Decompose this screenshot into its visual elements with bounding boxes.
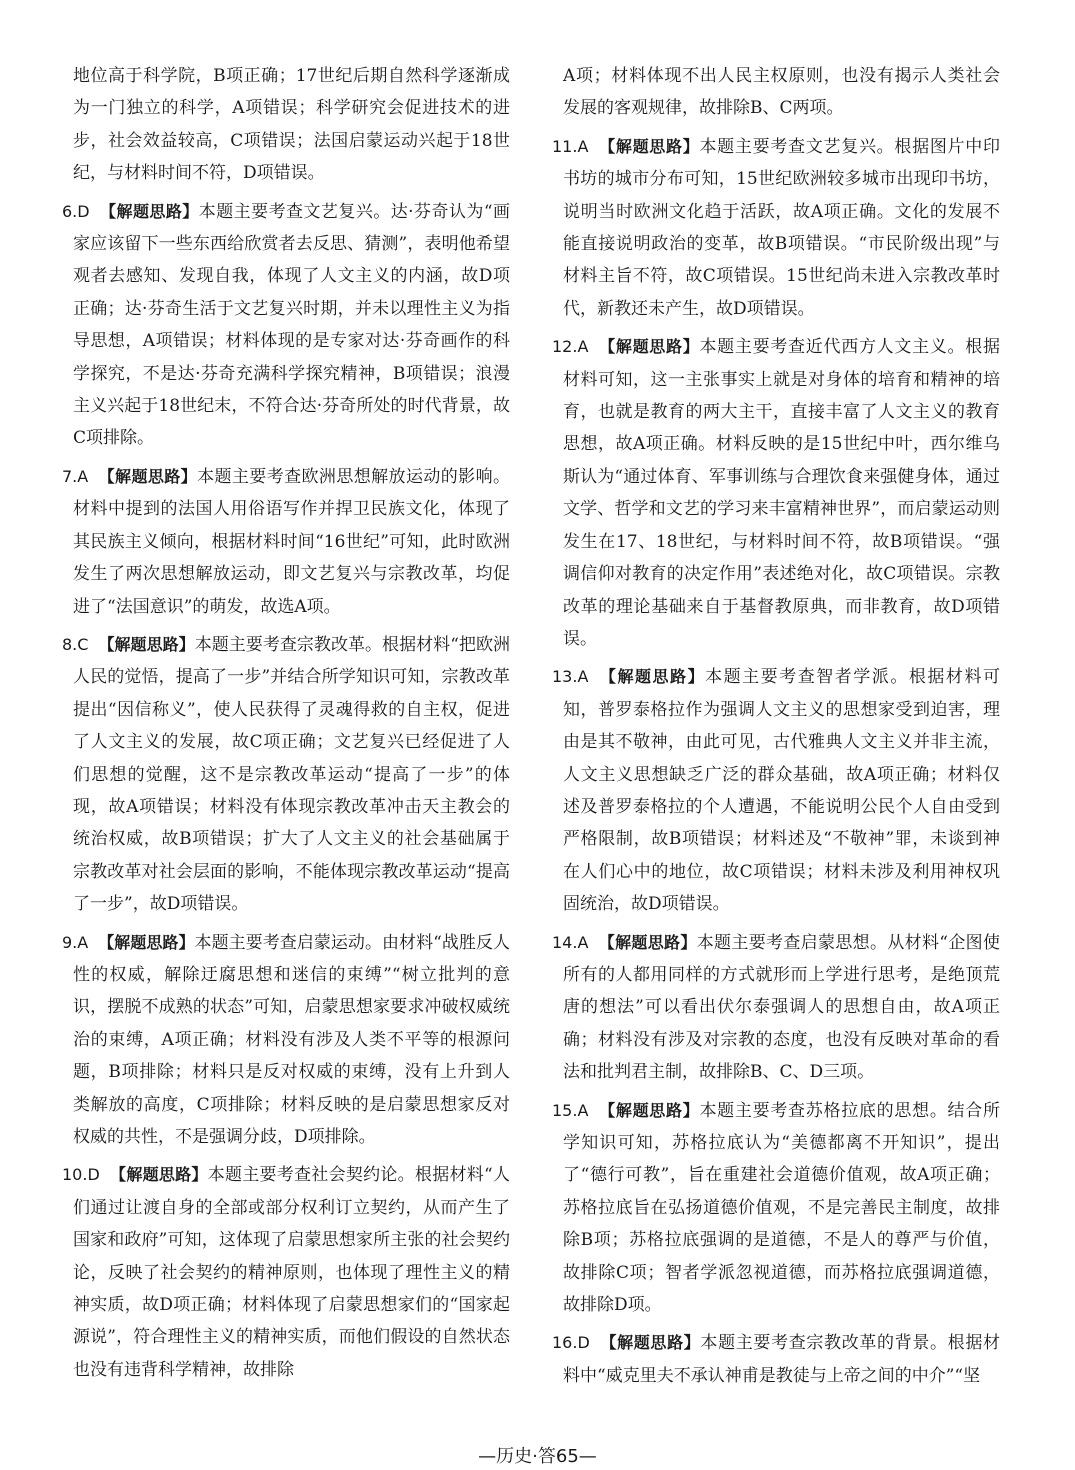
answer-item: [552, 927, 1000, 1089]
solution-tag: 【解题思路】: [598, 136, 700, 156]
answer-item: [552, 661, 1000, 920]
explanation-text: 本题主要考查智者学派。根据材料可知，普罗泰格拉作为强调人文主义的思想家受到迫害，理由是其不敬神，由此可见，古代雅典人文主义并非主流，人文主义思想缺乏广泛的群众基础，故A项正确；材料仅述及普罗泰格拉的个人遭遇，不能说明公民个人自由受到严格限制，故B项错误；材料述及“不敬神”罪，未谈到神在人们心中的地位，故C项错误；材料未涉及利用神权巩固统治，故D项错误。: [563, 667, 1000, 915]
answer-item: [552, 331, 1000, 655]
answer-choice: C: [77, 634, 89, 654]
explanation-text: 本题主要考查文艺复兴。达·芬奇认为“画家应该留下一些东西给欣赏者去反思、猜测”，表明他希望观者去感知、发现自我，体现了人文主义的内涵，故D项正确；达·芬奇生活于文艺复兴时期，并未以理性主义为指导思想，A项错误；材料体现的是专家对达·芬奇画作的科学探究，不是达·芬奇充满科学探究精神，B项错误；浪漫主义兴起于18世纪末，不符合达·芬奇所处的时代背景，故C项排除。: [73, 201, 510, 449]
solution-tag: 【解题思路】: [598, 337, 700, 357]
solution-tag: 【解题思路】: [98, 634, 195, 654]
page-footer: —历史·答65—: [478, 1446, 597, 1467]
answer-number: 7.: [62, 466, 78, 486]
explanation-text: 本题主要考查宗教改革。根据材料“把欧洲人民的觉悟，提高了一步”并结合所学知识可知，宗教改革提出“因信称义”，使人民获得了灵魂得救的自主权，促进了人文主义的发展，故C项正确；文艺复兴已经促进了人们思想的觉醒，这不是宗教改革运动“提高了一步”的体现，故A项错误；材料没有体现宗教改革冲击天主教会的统治权威，故B项错误；扩大了人文主义的社会基础属于宗教改革对社会层面的影响，不能体现宗教改革运动“提高了一步”，故D项错误。: [73, 634, 510, 915]
left-answer-list: [62, 196, 510, 1387]
answer-choice: A: [77, 466, 89, 486]
solution-tag: 【解题思路】: [598, 667, 706, 687]
right-answer-list: [552, 131, 1000, 1392]
explanation-text: 本题主要考查苏格拉底的思想。结合所学知识可知，苏格拉底认为“美德都离不开知识”，提出了“德行可教”，旨在重建社会道德价值观，故A项正确；苏格拉底旨在弘扬道德价值观，不是完善民主制度，故排除B项；苏格拉底强调的是道德，不是人的尊严与价值，故排除C项；智者学派忽视道德，而苏格拉底强调道德，故排除D项。: [563, 1100, 1000, 1316]
answer-choice: D: [577, 1333, 590, 1353]
solution-tag: 【解题思路】: [598, 1100, 700, 1120]
answer-number: 14.: [552, 932, 578, 952]
explanation-text: 本题主要考查近代西方人文主义。根据材料可知，这一主张事实上就是对身体的培育和精神的培育，也就是教育的两大主干，直接丰富了人文主义的教育思想，故A项正确。材料反映的是15世纪中叶，西尔维乌斯认为“通过体育、军事训练与合理饮食来强健身体，通过文学、哲学和文艺的学习来丰富精神世界”，而启蒙运动则发生在17、18世纪，与材料时间不符，故B项错误。“强调信仰对教育的决定作用”表述绝对化，故C项错误。宗教改革的理论基础来自于基督教原典，而非教育，故D项错误。: [563, 337, 1000, 649]
explanation-text: 本题主要考查启蒙思想。从材料“企图使所有的人都用同样的方式就形而上学进行思考，是绝顶荒唐的想法”可以看出伏尔泰强调人的思想自由，故A项正确；材料没有涉及对宗教的态度，也没有反映对革命的看法和批判君主制，故排除B、C、D三项。: [563, 932, 1000, 1083]
solution-tag: 【解题思路】: [598, 932, 697, 952]
right-column: [552, 60, 1000, 1398]
answer-number: 6.: [62, 201, 78, 221]
answer-choice: A: [577, 667, 589, 687]
answer-choice: A: [577, 337, 589, 357]
answer-item: [62, 196, 510, 455]
left-continuation: 地位高于科学院，B项正确；17世纪后期自然科学逐渐成为一门独立的科学，A项错误；科学研究会促进技术的进步，社会效益较高，C项错误；法国启蒙运动兴起于18世纪，与材料时间不符，D项错误。: [73, 66, 510, 184]
explanation-text: 本题主要考查社会契约论。根据材料“人们通过让渡自身的全部或部分权利订立契约，从而产生了国家和政府”可知，这体现了启蒙思想家所主张的社会契约论，反映了社会契约的精神原则，也体现了理性主义的精神实质，故D项正确；材料体现了启蒙思想家们的“国家起源说”，符合理性主义的精神实质，而他们假设的自然状态也没有违背科学精神，故排除: [73, 1165, 510, 1380]
answer-number: 15.: [552, 1100, 578, 1120]
answer-number: 10.: [62, 1165, 88, 1185]
answer-number: 16.: [552, 1333, 578, 1353]
answer-item: [552, 131, 1000, 325]
explanation-text: 本题主要考查欧洲思想解放运动的影响。材料中提到的法国人用俗语写作并捍卫民族文化，体现了其民族主义倾向，根据材料时间“16世纪”可知，此时欧洲发生了两次思想解放运动，即文艺复兴与宗教改革，均促进了“法国意识”的萌发，故选A项。: [73, 466, 510, 617]
answer-choice: D: [77, 201, 90, 221]
answer-item: [552, 1095, 1000, 1322]
answer-item: [62, 1159, 510, 1386]
answer-choice: A: [577, 136, 589, 156]
answer-number: 8.: [62, 634, 78, 654]
solution-tag: 【解题思路】: [99, 201, 199, 221]
answer-number: 11.: [552, 136, 578, 156]
answer-item: [62, 629, 510, 921]
explanation-text: 本题主要考查启蒙运动。由材料“战胜反人性的权威，解除迂腐思想和迷信的束缚”“树立批判的意识，摆脱不成熟的状态”可知，启蒙思想家要求冲破权威统治的束缚，A项正确；材料没有涉及人类不平等的根源问题，B项排除；材料只是反对权威的束缚，没有上升到人类解放的高度，C项排除；材料反映的是启蒙思想家反对权威的共性，不是强调分歧，D项排除。: [73, 932, 510, 1147]
left-column: [62, 60, 510, 1392]
answer-choice: A: [577, 1100, 589, 1120]
answer-item: [62, 927, 510, 1154]
answer-choice: A: [77, 932, 89, 952]
answer-choice: A: [577, 932, 589, 952]
answer-number: 9.: [62, 932, 78, 952]
answer-item: [552, 1327, 1000, 1392]
solution-tag: 【解题思路】: [98, 466, 198, 486]
solution-tag: 【解题思路】: [98, 932, 195, 952]
answer-choice: D: [87, 1165, 100, 1185]
answer-number: 12.: [552, 337, 578, 357]
answer-item: [62, 461, 510, 623]
right-continuation: A项；材料体现不出人民主权原则，也没有揭示人类社会发展的客观规律，故排除B、C两项。: [563, 66, 1000, 119]
explanation-text: 本题主要考查宗教改革的背景。根据材料中“威克里夫不承认神甫是教徒与上帝之间的中介”“坚: [563, 1333, 1000, 1386]
solution-tag: 【解题思路】: [109, 1165, 208, 1185]
explanation-text: 本题主要考查文艺复兴。根据图片中印书坊的城市分布可知，15世纪欧洲较多城市出现印书坊，说明当时欧洲文化趋于活跃，故A项正确。文化的发展不能直接说明政治的变革，故B项错误。“市民阶级出现”与材料主旨不符，故C项错误。15世纪尚未进入宗教改革时代，新教还未产生，故D项错误。: [563, 136, 1000, 319]
answer-number: 13.: [552, 667, 578, 687]
solution-tag: 【解题思路】: [599, 1333, 701, 1353]
